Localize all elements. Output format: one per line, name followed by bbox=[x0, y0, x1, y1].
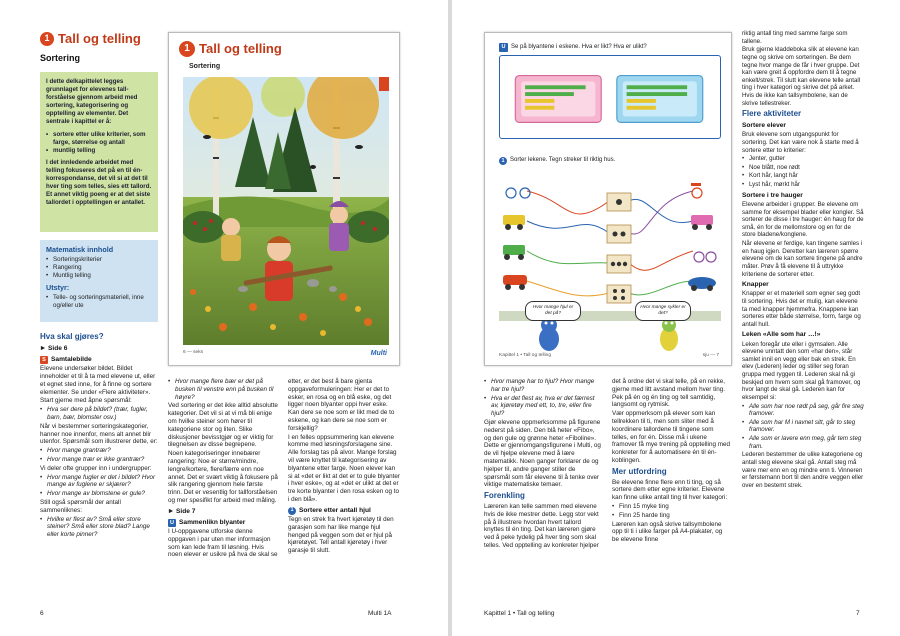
paragraph: Still også spørsmål der antall sammenliknes: bbox=[40, 499, 121, 514]
paragraph: det å ordne det vi skal telle, på en rekke, gjerne med litt avstand mellom hver ting. Pek på én og én ting og tell samtidig, langsomt og rytmisk. bbox=[612, 378, 726, 409]
paragraph: Elevene undersøker bildet. Bildet inneholder et til å ta med elevene ut, eller et egnet sted inne, for å finne og sortere elementer. Se under «Flere aktiviteter». bbox=[40, 365, 156, 396]
u-badge-icon: U bbox=[168, 519, 176, 527]
activity-heading bbox=[288, 507, 400, 515]
intro-bullets bbox=[46, 131, 152, 155]
paragraph: Vær oppmerksom på elever som kan tellrekken til ti, men som sliter med å koordinere tallordene til tingene som telles, en for én. Disse må i ukene framover få mye trening på opptelling med konkreter for å automatisere én til én-koblingen. bbox=[612, 410, 730, 464]
question: • Hvor mange trær er ikke grantrær? bbox=[40, 456, 158, 464]
side-reference bbox=[168, 508, 278, 516]
student-page-number: sju — 7 bbox=[702, 353, 719, 359]
exercise-badge-icon: 1 bbox=[288, 507, 296, 515]
heading-simplification: Forenkling bbox=[484, 491, 525, 501]
intro-bullet: • muntlig telling bbox=[46, 147, 152, 155]
math-content-heading: Matematisk innhold bbox=[46, 245, 114, 254]
bullet-item: • Lyst hår, mørkt hår bbox=[742, 181, 864, 189]
equipment-heading: Utstyr: bbox=[46, 283, 70, 293]
question: • Hvor mange har to hjul? Hvor mange har tre hjul? bbox=[484, 378, 602, 394]
text-column-3 bbox=[288, 378, 400, 556]
arrow-icon: ► bbox=[39, 344, 47, 352]
paragraph: Vi deler ofte grupper inn i undergrupper: bbox=[40, 464, 152, 472]
student-page-7 bbox=[484, 32, 732, 366]
paragraph: I U-oppgavene utforske denne oppgaven i par uten mer informasjon som kan lede fram til løsning. Hvis noen elever er usikre på hva de skal se bbox=[168, 528, 278, 559]
text-column-2 bbox=[612, 378, 730, 545]
paragraph: Tegn en strek fra hvert kjøretøy til den garasjen som har like mange hjul henged på veggen som det er hjul på kjøretøyet. Tell antall kjøretøy i hver garasje til slutt. bbox=[288, 515, 394, 555]
student-footer bbox=[183, 350, 387, 359]
speech-bubble-fiboline: Hvor mange sykler er det? bbox=[635, 301, 691, 321]
activity-heading bbox=[168, 519, 278, 527]
task-u-heading bbox=[499, 43, 647, 52]
speech-bubble-fibo: Hvor mange hjul er det på? bbox=[525, 301, 581, 321]
activity-title: Knapper bbox=[742, 281, 769, 289]
text-column-1 bbox=[40, 330, 158, 540]
chapter-header bbox=[40, 30, 141, 48]
math-content-list bbox=[46, 256, 152, 279]
exercise-badge-icon: 1 bbox=[499, 157, 507, 165]
task-exercise-heading bbox=[499, 157, 615, 165]
paragraph: Start gjerne med åpne spørsmål: bbox=[40, 397, 132, 405]
heading-more-activities: Flere aktiviteter bbox=[742, 109, 802, 119]
equipment-list bbox=[46, 294, 152, 310]
question: • Hva er det flest av, hva er det færrest av, kjøretøy med ett, to, tre, eller fire hjul? bbox=[484, 395, 602, 418]
math-content-box bbox=[40, 240, 158, 322]
chapter-title: Tall og telling bbox=[58, 30, 141, 46]
arrow-icon: ► bbox=[167, 507, 175, 515]
side-label: Side 6 bbox=[48, 344, 68, 352]
paragraph: Ved sortering er det ikke alltid absolutte kategorier. Det vil si at vi må bli enige om hvilke steiner som hører til kategoriene stor og liten. Slike diskusjoner bevisstgjør og er viktig for tilegnelsen av disse begrepene. bbox=[168, 402, 278, 449]
paragraph: Elevene arbeider i grupper. Be elevene om samme for eksempel blader eller kongler. Så sorterer de disse i tre hauger: én haug for de små, én for de mellomstore og en for de store bladene/konglene. bbox=[742, 200, 864, 239]
bullet-item: • Finn 25 harde ting bbox=[612, 512, 730, 520]
activity-title: Samtalebilde bbox=[51, 356, 92, 364]
forest-scene-illustration bbox=[183, 77, 389, 345]
section-title: Sortering bbox=[40, 53, 81, 63]
side-label: Side 7 bbox=[176, 507, 196, 515]
bullet-item: • Kort hår, langt hår bbox=[742, 172, 864, 180]
paragraph: Be elevene finne flere enn ti ting, og så sortere dem etter egne kriterier. Elevene kan finne ulike antall ting til hver kategori: bbox=[612, 478, 728, 502]
paragraph: etter, er det best å bare gjenta oppgaveformuleringen: Her er det to esker, en rosa og en blå eske, og det ligger noen blyanter oppi hver eske. Kan dere se noe som er likt med de to eskene, og kan dere se noe som er forskjellig? bbox=[288, 378, 395, 432]
u-badge-icon: U bbox=[499, 43, 508, 52]
student-header bbox=[179, 41, 282, 57]
paragraph: I en felles oppsummering kan elevene komme med løsningsforslagene sine. Alle forslag tas på alvor. Mange forslag vil være knyttet til kategorisering av blyantene etter farge. Noen elever kan si at «det er likt at det er to gule blyanter i hver eske», og at «det er ulikt at det er tre korte blyanter i den rosa esken og to i den blå». bbox=[288, 433, 401, 503]
heading-challenge: Mer utfordring bbox=[612, 466, 667, 476]
question: • Hvor mange grantrær? bbox=[40, 447, 158, 455]
task-exercise-text: Sorter lekene. Tegn streker til riktig hus. bbox=[510, 157, 616, 164]
chapter-number-badge: 1 bbox=[40, 32, 54, 46]
math-content-item: • Rangering bbox=[46, 264, 152, 272]
activity-title: Leken «Alle som har …!» bbox=[742, 331, 821, 339]
paragraph: Noen kategoriseringer innebærer rangering: Noe er større/mindre, lengre/kortere, flere/færre enn noe annet. Det er svært viktig å fokusere på slik rangering gjennom hele første trinn. Det er vesentlig for tallforståelsen og mer spesifikt for arbeid med måling. bbox=[168, 450, 278, 504]
paragraph: Bruk elevene som utgangspunkt for sortering. Det kan være nok å starte med å sortere etter to kriterier: bbox=[742, 131, 859, 154]
question: • Hvor mange av blomstene er gule? bbox=[40, 490, 158, 498]
activity-title: Sortere etter antall hjul bbox=[299, 506, 371, 514]
question: • Alle som har M i navnet sitt, går to steg framover. bbox=[742, 419, 864, 434]
intro-box bbox=[40, 72, 158, 232]
paragraph: riktig antall ting med samme farge som tallene. bbox=[742, 30, 848, 45]
bullet-item: • Finn 15 myke ting bbox=[612, 503, 730, 511]
question: • Hvor mange fugler er det i bildet? Hvor mange av fuglene er skjærer? bbox=[40, 474, 158, 490]
multi-logo: Multi bbox=[370, 350, 387, 358]
bullet-item: • Noe blått, noe rødt bbox=[742, 164, 864, 172]
activity-title: Sammenlikn blyanter bbox=[179, 518, 246, 526]
question: • Alle som har noe rødt på seg, går fire steg framover. bbox=[742, 403, 864, 418]
paragraph: Når vi bestemmer sorteringskategorier, hanner noe innenfor, mens alt annet blir utenfor. Spørsmål som illustrerer dette, er: bbox=[40, 422, 158, 446]
text-column-2 bbox=[168, 378, 278, 560]
pencil-boxes-illustration bbox=[499, 55, 721, 139]
question: • Alle som er lavere enn meg, går tem steg fram. bbox=[742, 435, 864, 450]
chapter-footer: Kapittel 1 • Tall og telling bbox=[484, 609, 555, 617]
question: • Hva ser dere på bildet? (trær, fugler, barn, bær, blomster osv.) bbox=[40, 406, 158, 422]
math-content-item: • Sorteringskriterier bbox=[46, 256, 152, 264]
paragraph: Lederen bestemmer de ulike kategoriene og antall steg elevene skal gå. Antall steg må være mer enn en og mindre enn ti. Vinneren er førstemann bort til den andre veggen eller over en bestemt strek. bbox=[742, 451, 864, 489]
page-number-right: 7 bbox=[856, 609, 860, 617]
student-page-6 bbox=[168, 32, 400, 366]
math-content-item: • Muntlig telling bbox=[46, 272, 152, 280]
paragraph: Bruk gjerne kladdeboka slik at elevene kan tegne og skrive om sorteringen. Be dem tegne hvor mange de får i hver gruppe. Det kan være greit å oppfordre dem til å tegne enkelt/strek. Til slutt kan elevene telle antall ting i hver kategori og skrive det på arket. Hvis de ikke kan tallsymbolene, kan de skrive tellestreker. bbox=[742, 46, 861, 107]
question: • Hvilke er flest av? Små eller store steiner? Små eller store blad? Lange eller korte pinner? bbox=[40, 516, 158, 539]
heading-how-to: Hva skal gjøres? bbox=[40, 332, 104, 341]
activity-heading bbox=[40, 356, 158, 364]
activity-title: Sortere elever bbox=[742, 122, 786, 130]
equipment-item: • Telle- og sorteringsmateriell, inne og/eller ute bbox=[46, 294, 152, 310]
intro-paragraph: I det innledende arbeidet med telling fokuseres det på en til én-korrespondanse, det vil si at det til hver ting som telles, sies ett tallord. Et annet viktig poeng er at det siste tallordet i opptellingen er antallet. bbox=[46, 159, 152, 207]
intro-bullet: • sortere etter ulike kriterier, som farge, størrelse og antall bbox=[46, 131, 152, 147]
s-badge-icon: S bbox=[40, 356, 48, 364]
student-footer bbox=[499, 353, 719, 359]
paragraph: Gjør elevene oppmerksomme på figurene nederst på siden. Den blå heter «Fibo», og den gule og grønne heter «Fiboline». Dette er gjennomgangsfigurene i Multi, og de vil hjelpe elevene med å lære matematikk. Noen ganger forklarer de og hjelper til, andre ganger stiller de spørsmål som får elevene til å tenke over viktige matematiske temaer. bbox=[484, 418, 601, 489]
left-page bbox=[0, 0, 448, 636]
right-page bbox=[452, 0, 900, 636]
student-chapter-footer: Kapittel 1 • Tall og telling bbox=[499, 353, 551, 359]
page-number-left: 6 bbox=[40, 609, 44, 617]
text-column-3 bbox=[742, 30, 864, 490]
paragraph: Knapper er et materiell som egner seg godt til sortering. Hvis det er mulig, kan elevene ta med knapper hjemmefra. Knappene kan sorteres etter både størrelse, form, farge og antall hull. bbox=[742, 290, 861, 328]
paragraph: Leken foregår ute eller i gymsalen. Alle elevene unntatt den som «har den», står samlet innil en vegg eller bak en strek. En elev (Lederen) leder og stiller seg foran gruppa med ryggen til. Lederen skal nå gi beskjed om hvem som skal gå framover, og hvor langt de skal gå. Lederen kan for eksempel si: bbox=[742, 340, 861, 401]
book-name-footer: Multi 1A bbox=[368, 609, 392, 617]
side-reference bbox=[40, 345, 158, 353]
intro-paragraph: I dette delkapittelet legges grunnlaget for elevenes tall-forståelse gjennom arbeid med sortering, kategorisering og opptelling av elementer. Det sentrale i kapittel er å: bbox=[46, 78, 138, 125]
student-page-number: 6 — seks bbox=[183, 350, 203, 356]
paragraph: Når elevene er ferdige, kan tingene samles i en haug igjen. Deretter kan læreren spørre elevene om de kan sortere tingene på andre måter. Prøv å få elevene til å uttrykke kriteriene de sorterer etter. bbox=[742, 240, 863, 278]
student-chapter-title: Tall og telling bbox=[199, 41, 282, 56]
chapter-number-badge: 1 bbox=[179, 41, 195, 57]
paragraph: Læreren kan også skrive tallsymbolene opp til ti i ulike farger på A4-plakater, og be elevene finne bbox=[612, 520, 723, 544]
student-subtitle: Sortering bbox=[189, 63, 221, 70]
paragraph: Læreren kan telle sammen med elevene hvis de ikke mestrer dette. Legg stor vekt på å illustrere hvordan hvert tallord knyttes til én ting. Det kan læreren gjøre ved å peke tydelig på hver ting som skal telles. Ved opptelling av konkreter hjelper bbox=[484, 503, 599, 550]
text-column-1 bbox=[484, 378, 602, 551]
activity-title: Sortere i tre hauger bbox=[742, 191, 803, 199]
task-u-text: Se på blyantene i eskene. Hva er likt? Hva er ulikt? bbox=[511, 43, 647, 50]
bullet-item: • Jenter, gutter bbox=[742, 155, 864, 163]
question: • Hvor mange flere bær er det på busken til venstre enn på busken til høyre? bbox=[168, 378, 278, 401]
